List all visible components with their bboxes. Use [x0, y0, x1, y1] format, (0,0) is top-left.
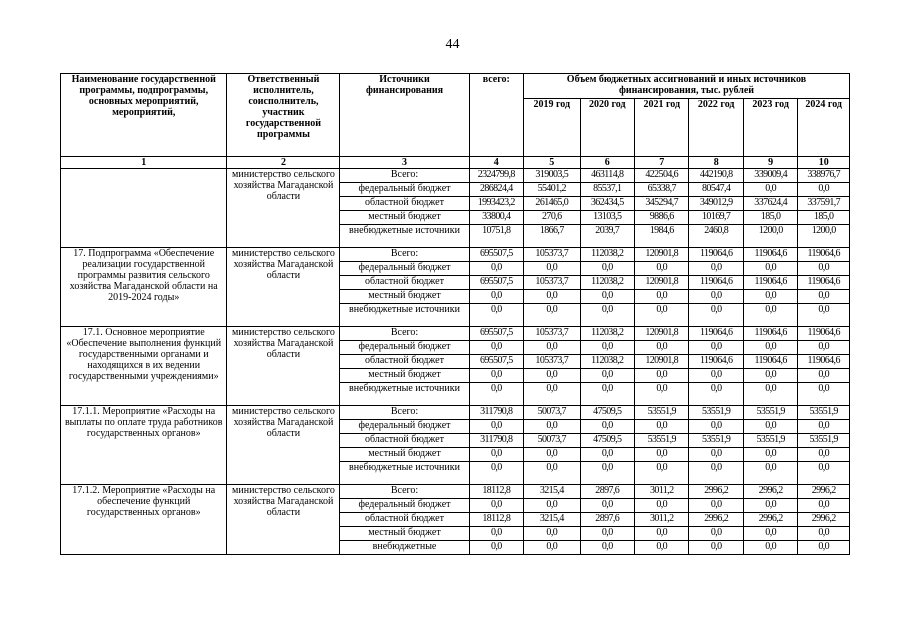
funding-source-cell: областной бюджет	[340, 197, 469, 211]
funding-source-cell: внебюджетные источники	[340, 304, 469, 327]
year-value-cell: 105373,7	[524, 327, 580, 341]
executor-cell: министерство сельского хозяйства Магаданской области	[227, 327, 340, 406]
year-value-cell: 1200,0	[743, 225, 797, 248]
year-value-cell: 2460,8	[689, 225, 743, 248]
funding-source-cell: внебюджетные источники	[340, 383, 469, 406]
year-value-cell: 1200,0	[798, 225, 850, 248]
total-value-cell: 10751,8	[469, 225, 523, 248]
year-value-cell: 0,0	[580, 527, 634, 541]
year-value-cell: 0,0	[689, 304, 743, 327]
year-value-cell: 2996,2	[743, 485, 797, 499]
column-number: 9	[743, 157, 797, 169]
year-value-cell: 0,0	[580, 541, 634, 555]
year-value-cell: 47509,5	[580, 434, 634, 448]
program-name-cell: 17. Подпрограмма «Обеспечение реализации государственной программы развития сельского хозяйства Магаданской области на 2019-2024 годы»	[61, 248, 227, 327]
year-value-cell: 13103,5	[580, 211, 634, 225]
year-value-cell: 112038,2	[580, 327, 634, 341]
year-value-cell: 0,0	[580, 448, 634, 462]
year-value-cell: 0,0	[524, 262, 580, 276]
budget-table	[60, 73, 850, 555]
header-total: всего:	[469, 74, 523, 157]
total-value-cell: 0,0	[469, 369, 523, 383]
year-value-cell: 0,0	[798, 499, 850, 513]
year-value-cell: 0,0	[524, 420, 580, 434]
funding-source-cell: федеральный бюджет	[340, 499, 469, 513]
year-value-cell: 0,0	[798, 262, 850, 276]
year-value-cell: 0,0	[743, 369, 797, 383]
funding-source-cell: Всего:	[340, 406, 469, 420]
year-value-cell: 319003,5	[524, 169, 580, 183]
column-number: 4	[469, 157, 523, 169]
year-value-cell: 0,0	[743, 420, 797, 434]
year-value-cell: 2897,6	[580, 485, 634, 499]
year-value-cell: 53551,9	[798, 406, 850, 420]
year-value-cell: 55401,2	[524, 183, 580, 197]
year-value-cell: 422504,6	[634, 169, 688, 183]
year-value-cell: 0,0	[580, 462, 634, 485]
table-row	[61, 485, 850, 499]
total-value-cell: 0,0	[469, 341, 523, 355]
year-value-cell: 3215,4	[524, 485, 580, 499]
year-value-cell: 0,0	[580, 304, 634, 327]
year-value-cell: 0,0	[580, 420, 634, 434]
executor-cell: министерство сельского хозяйства Магаданской области	[227, 248, 340, 327]
year-value-cell: 65338,7	[634, 183, 688, 197]
funding-source-cell: федеральный бюджет	[340, 420, 469, 434]
year-value-cell: 9886,6	[634, 211, 688, 225]
year-value-cell: 119064,6	[689, 276, 743, 290]
year-value-cell: 0,0	[689, 262, 743, 276]
year-value-cell: 0,0	[634, 290, 688, 304]
year-value-cell: 120901,8	[634, 327, 688, 341]
column-number: 5	[524, 157, 580, 169]
year-value-cell: 53551,9	[743, 434, 797, 448]
year-value-cell: 0,0	[743, 462, 797, 485]
year-value-cell: 0,0	[580, 341, 634, 355]
year-value-cell: 0,0	[634, 462, 688, 485]
year-value-cell: 119064,6	[689, 327, 743, 341]
year-value-cell: 338976,7	[798, 169, 850, 183]
total-value-cell: 695507,5	[469, 327, 523, 341]
year-value-cell: 0,0	[798, 462, 850, 485]
year-value-cell: 53551,9	[798, 434, 850, 448]
year-value-cell: 112038,2	[580, 355, 634, 369]
executor-cell: министерство сельского хозяйства Магаданской области	[227, 406, 340, 485]
total-value-cell: 18112,8	[469, 513, 523, 527]
year-value-cell: 2897,6	[580, 513, 634, 527]
header-executor: Ответственный исполнитель, соисполнитель, участник государственной программы	[227, 74, 340, 157]
year-value-cell: 0,0	[798, 420, 850, 434]
total-value-cell: 0,0	[469, 290, 523, 304]
year-value-cell: 0,0	[798, 541, 850, 555]
funding-source-cell: областной бюджет	[340, 434, 469, 448]
year-value-cell: 119064,6	[689, 248, 743, 262]
year-value-cell: 0,0	[634, 499, 688, 513]
year-value-cell: 119064,6	[743, 248, 797, 262]
table-row	[61, 169, 850, 183]
year-value-cell: 0,0	[689, 383, 743, 406]
program-name-cell: 17.1.1. Мероприятие «Расходы на выплаты по оплате труда работников государственных органов»	[61, 406, 227, 485]
year-value-cell: 185,0	[798, 211, 850, 225]
year-value-cell: 105373,7	[524, 248, 580, 262]
year-value-cell: 0,0	[634, 262, 688, 276]
funding-source-cell: областной бюджет	[340, 355, 469, 369]
year-value-cell: 0,0	[689, 420, 743, 434]
year-value-cell: 0,0	[524, 462, 580, 485]
year-value-cell: 0,0	[689, 462, 743, 485]
header-year: 2020 год	[580, 99, 634, 157]
year-value-cell: 0,0	[634, 420, 688, 434]
year-value-cell: 53551,9	[743, 406, 797, 420]
year-value-cell: 0,0	[634, 369, 688, 383]
year-value-cell: 119064,6	[798, 355, 850, 369]
program-name-cell: 17.1.2. Мероприятие «Расходы на обеспечение функций государственных органов»	[61, 485, 227, 555]
year-value-cell: 105373,7	[524, 355, 580, 369]
year-value-cell: 0,0	[689, 541, 743, 555]
year-value-cell: 261465,0	[524, 197, 580, 211]
total-value-cell: 0,0	[469, 383, 523, 406]
year-value-cell: 0,0	[580, 290, 634, 304]
year-value-cell: 0,0	[580, 369, 634, 383]
year-value-cell: 0,0	[634, 527, 688, 541]
year-value-cell: 53551,9	[634, 434, 688, 448]
year-value-cell: 0,0	[798, 290, 850, 304]
year-value-cell: 50073,7	[524, 434, 580, 448]
executor-cell: министерство сельского хозяйства Магаданской области	[227, 169, 340, 248]
year-value-cell: 112038,2	[580, 276, 634, 290]
year-value-cell: 119064,6	[743, 327, 797, 341]
year-value-cell: 0,0	[634, 341, 688, 355]
funding-source-cell: областной бюджет	[340, 276, 469, 290]
total-value-cell: 0,0	[469, 448, 523, 462]
year-value-cell: 362434,5	[580, 197, 634, 211]
year-value-cell: 2996,2	[743, 513, 797, 527]
year-value-cell: 0,0	[689, 499, 743, 513]
column-number: 7	[634, 157, 688, 169]
year-value-cell: 0,0	[524, 541, 580, 555]
total-value-cell: 695507,5	[469, 276, 523, 290]
year-value-cell: 0,0	[743, 448, 797, 462]
year-value-cell: 0,0	[634, 448, 688, 462]
year-value-cell: 47509,5	[580, 406, 634, 420]
year-value-cell: 1984,6	[634, 225, 688, 248]
column-number: 2	[227, 157, 340, 169]
year-value-cell: 0,0	[743, 183, 797, 197]
header-year: 2022 год	[689, 99, 743, 157]
total-value-cell: 695507,5	[469, 355, 523, 369]
year-value-cell: 2996,2	[798, 485, 850, 499]
year-value-cell: 0,0	[689, 369, 743, 383]
total-value-cell: 0,0	[469, 304, 523, 327]
year-value-cell: 0,0	[743, 341, 797, 355]
year-value-cell: 270,6	[524, 211, 580, 225]
year-value-cell: 120901,8	[634, 355, 688, 369]
year-value-cell: 0,0	[524, 499, 580, 513]
year-value-cell: 0,0	[689, 341, 743, 355]
funding-source-cell: местный бюджет	[340, 211, 469, 225]
table-row	[61, 406, 850, 420]
page-number: 44	[445, 37, 460, 52]
year-value-cell: 3215,4	[524, 513, 580, 527]
column-number: 8	[689, 157, 743, 169]
year-value-cell: 2996,2	[689, 513, 743, 527]
funding-source-cell: местный бюджет	[340, 527, 469, 541]
year-value-cell: 0,0	[798, 369, 850, 383]
year-value-cell: 119064,6	[798, 248, 850, 262]
funding-source-cell: Всего:	[340, 485, 469, 499]
year-value-cell: 337591,7	[798, 197, 850, 211]
year-value-cell: 119064,6	[798, 327, 850, 341]
year-value-cell: 80547,4	[689, 183, 743, 197]
header-volume: Объем бюджетных ассигнований и иных источников финансирования, тыс. рублей	[524, 74, 850, 99]
year-value-cell: 0,0	[524, 383, 580, 406]
year-value-cell: 463114,8	[580, 169, 634, 183]
year-value-cell: 0,0	[798, 341, 850, 355]
year-value-cell: 185,0	[743, 211, 797, 225]
year-value-cell: 2996,2	[798, 513, 850, 527]
funding-source-cell: Всего:	[340, 169, 469, 183]
header-year: 2021 год	[634, 99, 688, 157]
funding-source-cell: местный бюджет	[340, 448, 469, 462]
year-value-cell: 0,0	[580, 383, 634, 406]
funding-source-cell: внебюджетные источники	[340, 462, 469, 485]
total-value-cell: 0,0	[469, 499, 523, 513]
year-value-cell: 0,0	[743, 262, 797, 276]
year-value-cell: 105373,7	[524, 276, 580, 290]
total-value-cell: 2324799,8	[469, 169, 523, 183]
column-number: 1	[61, 157, 227, 169]
year-value-cell: 0,0	[798, 527, 850, 541]
year-value-cell: 0,0	[689, 527, 743, 541]
year-value-cell: 53551,9	[689, 434, 743, 448]
year-value-cell: 2039,7	[580, 225, 634, 248]
year-value-cell: 349012,9	[689, 197, 743, 211]
total-value-cell: 0,0	[469, 420, 523, 434]
year-value-cell: 0,0	[743, 290, 797, 304]
year-value-cell: 119064,6	[743, 355, 797, 369]
header-year: 2024 год	[798, 99, 850, 157]
year-value-cell: 50073,7	[524, 406, 580, 420]
year-value-cell: 0,0	[524, 527, 580, 541]
year-value-cell: 0,0	[634, 541, 688, 555]
funding-source-cell: Всего:	[340, 248, 469, 262]
header-name: Наименование государственной программы, подпрограммы, основных мероприятий, мероприятий,	[61, 74, 227, 157]
year-value-cell: 0,0	[689, 448, 743, 462]
total-value-cell: 311790,8	[469, 406, 523, 420]
year-value-cell: 0,0	[689, 290, 743, 304]
table-row	[61, 327, 850, 341]
year-value-cell: 10169,7	[689, 211, 743, 225]
year-value-cell: 119064,6	[798, 276, 850, 290]
header-year: 2019 год	[524, 99, 580, 157]
header-sources: Источники финансирования	[340, 74, 469, 157]
year-value-cell: 345294,7	[634, 197, 688, 211]
total-value-cell: 286824,4	[469, 183, 523, 197]
executor-cell: министерство сельского хозяйства Магаданской области	[227, 485, 340, 555]
funding-source-cell: областной бюджет	[340, 513, 469, 527]
year-value-cell: 0,0	[798, 183, 850, 197]
year-value-cell: 0,0	[524, 341, 580, 355]
table-row	[61, 248, 850, 262]
total-value-cell: 1993423,2	[469, 197, 523, 211]
year-value-cell: 1866,7	[524, 225, 580, 248]
total-value-cell: 0,0	[469, 262, 523, 276]
year-value-cell: 0,0	[580, 499, 634, 513]
year-value-cell: 0,0	[634, 304, 688, 327]
total-value-cell: 33800,4	[469, 211, 523, 225]
year-value-cell: 0,0	[524, 369, 580, 383]
year-value-cell: 85537,1	[580, 183, 634, 197]
year-value-cell: 0,0	[743, 304, 797, 327]
year-value-cell: 119064,6	[689, 355, 743, 369]
year-value-cell: 3011,2	[634, 513, 688, 527]
program-name-cell: 17.1. Основное мероприятие «Обеспечение выполнения функций государственными органами и находящихся в их ведении государственными учреждениями»	[61, 327, 227, 406]
header-year: 2023 год	[743, 99, 797, 157]
year-value-cell: 0,0	[798, 448, 850, 462]
column-number: 3	[340, 157, 469, 169]
total-value-cell: 18112,8	[469, 485, 523, 499]
year-value-cell: 0,0	[743, 383, 797, 406]
funding-source-cell: внебюджетные источники	[340, 225, 469, 248]
funding-source-cell: Всего:	[340, 327, 469, 341]
column-number: 10	[798, 157, 850, 169]
year-value-cell: 119064,6	[743, 276, 797, 290]
total-value-cell: 0,0	[469, 462, 523, 485]
year-value-cell: 3011,2	[634, 485, 688, 499]
year-value-cell: 0,0	[798, 383, 850, 406]
year-value-cell: 442190,8	[689, 169, 743, 183]
year-value-cell: 0,0	[524, 304, 580, 327]
total-value-cell: 695507,5	[469, 248, 523, 262]
program-name-cell	[61, 169, 227, 248]
year-value-cell: 0,0	[743, 499, 797, 513]
funding-source-cell: федеральный бюджет	[340, 183, 469, 197]
year-value-cell: 53551,9	[689, 406, 743, 420]
year-value-cell: 0,0	[634, 383, 688, 406]
funding-source-cell: местный бюджет	[340, 290, 469, 304]
funding-source-cell: федеральный бюджет	[340, 262, 469, 276]
year-value-cell: 0,0	[798, 304, 850, 327]
year-value-cell: 120901,8	[634, 248, 688, 262]
total-value-cell: 0,0	[469, 527, 523, 541]
year-value-cell: 337624,4	[743, 197, 797, 211]
year-value-cell: 0,0	[524, 448, 580, 462]
year-value-cell: 339009,4	[743, 169, 797, 183]
year-value-cell: 2996,2	[689, 485, 743, 499]
funding-source-cell: федеральный бюджет	[340, 341, 469, 355]
year-value-cell: 0,0	[580, 262, 634, 276]
year-value-cell: 0,0	[743, 527, 797, 541]
total-value-cell: 311790,8	[469, 434, 523, 448]
funding-source-cell: местный бюджет	[340, 369, 469, 383]
year-value-cell: 112038,2	[580, 248, 634, 262]
year-value-cell: 0,0	[743, 541, 797, 555]
funding-source-cell: внебюджетные	[340, 541, 469, 555]
year-value-cell: 53551,9	[634, 406, 688, 420]
year-value-cell: 0,0	[524, 290, 580, 304]
total-value-cell: 0,0	[469, 541, 523, 555]
year-value-cell: 120901,8	[634, 276, 688, 290]
column-number: 6	[580, 157, 634, 169]
